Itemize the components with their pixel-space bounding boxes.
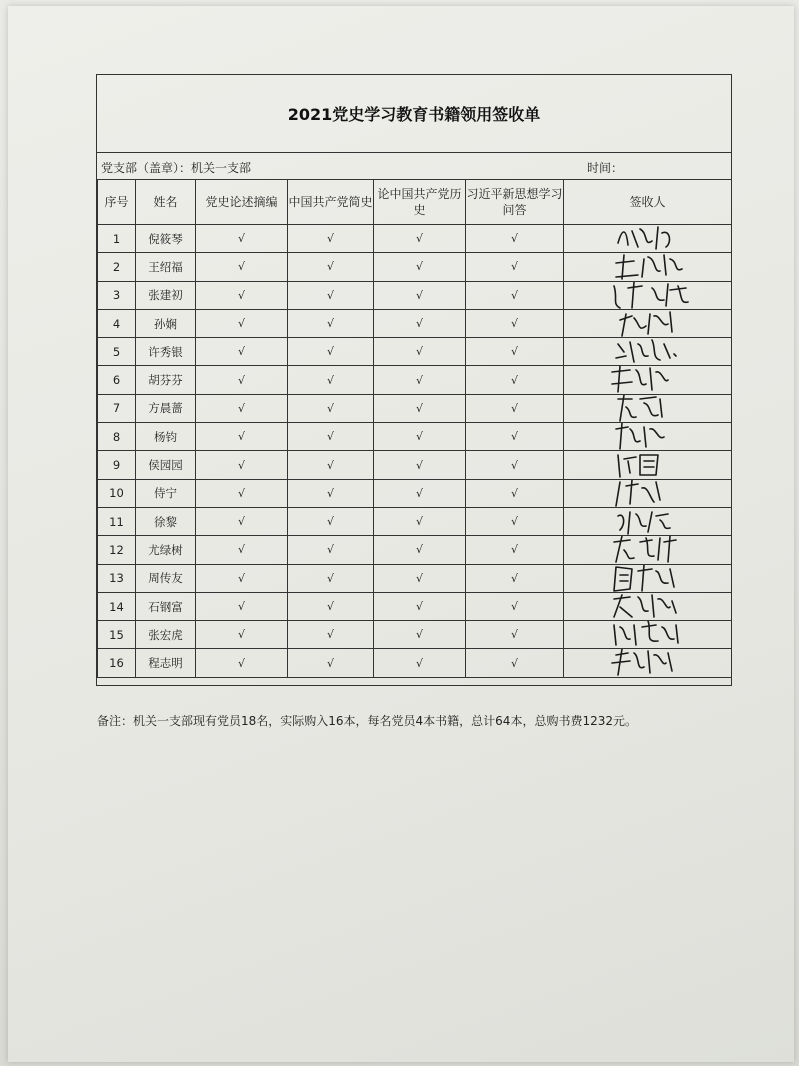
check-book4: √ [466, 536, 564, 564]
signature-scribble [578, 621, 728, 649]
check-book3: √ [374, 536, 466, 564]
check-book2: √ [288, 451, 374, 479]
table-row [98, 281, 732, 309]
check-book3: √ [374, 649, 466, 677]
table-row [98, 536, 732, 564]
check-book4: √ [466, 507, 564, 535]
table-header-row [98, 180, 732, 225]
check-book4: √ [466, 225, 564, 253]
signature-scribble [578, 536, 728, 564]
header-signer: 签收人 [564, 180, 732, 225]
table-row [98, 564, 732, 592]
row-name: 方晨蔷 [136, 394, 196, 422]
row-seq: 16 [98, 649, 136, 677]
row-name: 胡芬芬 [136, 366, 196, 394]
check-book3: √ [374, 366, 466, 394]
check-book1: √ [196, 592, 288, 620]
row-name: 周传友 [136, 564, 196, 592]
table-row [98, 592, 732, 620]
header-book2: 中国共产党简史 [288, 180, 374, 225]
check-book4: √ [466, 394, 564, 422]
check-book1: √ [196, 366, 288, 394]
handwritten-signature [564, 592, 732, 620]
row-seq: 4 [98, 309, 136, 337]
handwritten-signature [564, 309, 732, 337]
handwritten-signature [564, 253, 732, 281]
table-row [98, 394, 732, 422]
check-book3: √ [374, 479, 466, 507]
check-book2: √ [288, 592, 374, 620]
check-book4: √ [466, 649, 564, 677]
check-book4: √ [466, 281, 564, 309]
signature-scribble [578, 366, 728, 394]
check-book4: √ [466, 592, 564, 620]
row-seq: 8 [98, 423, 136, 451]
row-seq: 5 [98, 338, 136, 366]
check-book3: √ [374, 338, 466, 366]
table-row [98, 507, 732, 535]
check-book4: √ [466, 338, 564, 366]
check-book4: √ [466, 309, 564, 337]
check-book4: √ [466, 451, 564, 479]
signature-scribble [578, 281, 728, 309]
signature-scribble [578, 253, 728, 281]
check-book3: √ [374, 225, 466, 253]
check-book2: √ [288, 649, 374, 677]
check-book3: √ [374, 253, 466, 281]
table-row [98, 225, 732, 253]
check-book2: √ [288, 564, 374, 592]
signature-scribble [578, 649, 728, 677]
signature-scribble [578, 592, 728, 620]
table-row [98, 338, 732, 366]
check-book1: √ [196, 394, 288, 422]
check-book3: √ [374, 451, 466, 479]
check-book2: √ [288, 309, 374, 337]
row-seq: 7 [98, 394, 136, 422]
check-book2: √ [288, 225, 374, 253]
row-seq: 11 [98, 507, 136, 535]
header-book4: 习近平新思想学习问答 [466, 180, 564, 225]
signature-scribble [578, 225, 728, 253]
check-book1: √ [196, 564, 288, 592]
check-book3: √ [374, 507, 466, 535]
check-book4: √ [466, 423, 564, 451]
row-seq: 10 [98, 479, 136, 507]
check-book1: √ [196, 253, 288, 281]
handwritten-signature [564, 338, 732, 366]
row-seq: 1 [98, 225, 136, 253]
check-book4: √ [466, 479, 564, 507]
table-row [98, 309, 732, 337]
row-name: 张建初 [136, 281, 196, 309]
check-book3: √ [374, 564, 466, 592]
row-name: 倪筱琴 [136, 225, 196, 253]
check-book1: √ [196, 225, 288, 253]
handwritten-signature [564, 536, 732, 564]
row-seq: 2 [98, 253, 136, 281]
row-seq: 3 [98, 281, 136, 309]
table-row [98, 423, 732, 451]
check-book2: √ [288, 394, 374, 422]
handwritten-signature [564, 479, 732, 507]
check-book3: √ [374, 423, 466, 451]
signature-scribble [578, 338, 728, 366]
check-book2: √ [288, 366, 374, 394]
check-book4: √ [466, 621, 564, 649]
table-row [98, 621, 732, 649]
check-book1: √ [196, 479, 288, 507]
row-name: 侯园园 [136, 451, 196, 479]
check-book3: √ [374, 621, 466, 649]
check-book1: √ [196, 338, 288, 366]
signature-scribble [578, 394, 728, 422]
row-seq: 13 [98, 564, 136, 592]
row-seq: 6 [98, 366, 136, 394]
check-book2: √ [288, 621, 374, 649]
form-title: 2021党史学习教育书籍领用签收单 [97, 75, 731, 153]
table-row [98, 366, 732, 394]
row-name: 张宏虎 [136, 621, 196, 649]
check-book2: √ [288, 281, 374, 309]
check-book1: √ [196, 451, 288, 479]
table-row [98, 649, 732, 677]
table-row [98, 451, 732, 479]
check-book1: √ [196, 621, 288, 649]
signature-scribble [578, 309, 728, 337]
check-book4: √ [466, 253, 564, 281]
signature-scribble [578, 564, 728, 592]
check-book1: √ [196, 281, 288, 309]
table-row [98, 253, 732, 281]
row-name: 杨钧 [136, 423, 196, 451]
check-book3: √ [374, 309, 466, 337]
check-book3: √ [374, 592, 466, 620]
row-name: 许秀银 [136, 338, 196, 366]
row-name: 尤绿树 [136, 536, 196, 564]
header-name: 姓名 [136, 180, 196, 225]
row-seq: 12 [98, 536, 136, 564]
handwritten-signature [564, 423, 732, 451]
handwritten-signature [564, 451, 732, 479]
row-seq: 15 [98, 621, 136, 649]
row-seq: 9 [98, 451, 136, 479]
branch-label: 党支部（盖章）：机关一支部 [101, 161, 252, 175]
handwritten-signature [564, 225, 732, 253]
signature-scribble [578, 507, 728, 535]
check-book1: √ [196, 507, 288, 535]
check-book2: √ [288, 338, 374, 366]
header-seq: 序号 [98, 180, 136, 225]
check-book2: √ [288, 536, 374, 564]
row-name: 侍宁 [136, 479, 196, 507]
check-book1: √ [196, 649, 288, 677]
check-book3: √ [374, 394, 466, 422]
check-book4: √ [466, 564, 564, 592]
signature-scribble [578, 451, 728, 479]
header-book1: 党史论述摘编 [196, 180, 288, 225]
time-label: 时间： [587, 161, 624, 175]
row-name: 王绍福 [136, 253, 196, 281]
row-name: 程志明 [136, 649, 196, 677]
check-book2: √ [288, 253, 374, 281]
row-seq: 14 [98, 592, 136, 620]
header-book3: 论中国共产党历史 [374, 180, 466, 225]
handwritten-signature [564, 649, 732, 677]
row-name: 徐黎 [136, 507, 196, 535]
table-row [98, 479, 732, 507]
handwritten-signature [564, 366, 732, 394]
handwritten-signature [564, 281, 732, 309]
handwritten-signature [564, 564, 732, 592]
check-book2: √ [288, 423, 374, 451]
handwritten-signature [564, 507, 732, 535]
check-book2: √ [288, 479, 374, 507]
check-book1: √ [196, 423, 288, 451]
check-book1: √ [196, 536, 288, 564]
signature-scribble [578, 423, 728, 451]
signature-table [97, 179, 732, 678]
handwritten-signature [564, 621, 732, 649]
signature-scribble [578, 479, 728, 507]
form-frame [96, 74, 732, 686]
row-name: 孙娴 [136, 309, 196, 337]
meta-row [97, 153, 731, 179]
row-name: 石钢富 [136, 592, 196, 620]
paper-sheet [8, 6, 794, 1062]
check-book3: √ [374, 281, 466, 309]
check-book4: √ [466, 366, 564, 394]
footnote: 备注：机关一支部现有党员18名，实际购入16本，每名党员4本书籍，总计64本，总购书费1232元。 [97, 714, 637, 728]
handwritten-signature [564, 394, 732, 422]
check-book1: √ [196, 309, 288, 337]
check-book2: √ [288, 507, 374, 535]
